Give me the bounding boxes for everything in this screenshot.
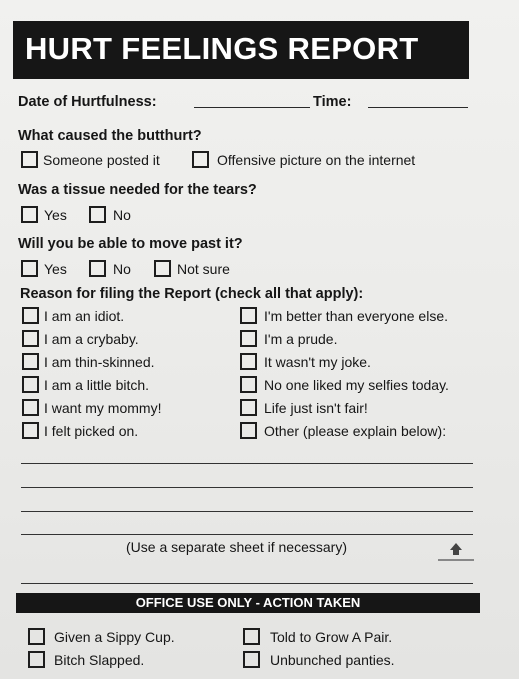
reason-label: Life just isn't fair! xyxy=(264,400,368,416)
explanation-line[interactable] xyxy=(21,534,473,535)
q1-question: What caused the butthurt? xyxy=(18,128,202,144)
action-label: Given a Sippy Cup. xyxy=(54,629,175,645)
reason-label: I am a crybaby. xyxy=(44,331,139,347)
action-label: Told to Grow A Pair. xyxy=(270,629,393,645)
reason-label: Other (please explain below): xyxy=(264,423,447,439)
checkbox-move-past-yes[interactable] xyxy=(21,260,38,277)
reason-label: I want my mommy! xyxy=(44,400,162,416)
action-label: Unbunched panties. xyxy=(270,652,395,668)
reasons-heading: Reason for filing the Report (check all that apply): xyxy=(20,286,364,302)
checkbox-offensive-picture[interactable] xyxy=(192,151,209,168)
date-field[interactable] xyxy=(194,107,310,108)
reason-label: I'm better than everyone else. xyxy=(264,308,448,324)
checkbox-reason-idiot[interactable] xyxy=(22,307,39,324)
checkbox-reason-not-fair[interactable] xyxy=(240,399,257,416)
reason-label: I am an idiot. xyxy=(44,308,125,324)
date-label: Date of Hurtfulness: xyxy=(18,94,157,110)
option-label: Someone posted it xyxy=(43,152,160,168)
q2-question: Was a tissue needed for the tears? xyxy=(18,182,257,198)
explanation-line[interactable] xyxy=(21,487,473,488)
page-title: HURT FEELINGS REPORT xyxy=(25,31,419,66)
time-label: Time: xyxy=(313,94,352,110)
explanation-line[interactable] xyxy=(21,463,473,464)
title-banner xyxy=(13,21,469,79)
reason-label: It wasn't my joke. xyxy=(264,354,371,370)
checkbox-reason-thin-skinned[interactable] xyxy=(22,353,39,370)
time-field[interactable] xyxy=(368,107,468,108)
checkbox-reason-not-my-joke[interactable] xyxy=(240,353,257,370)
reason-label: I'm a prude. xyxy=(264,331,338,347)
checkbox-sippy-cup[interactable] xyxy=(28,628,45,645)
checkbox-someone-posted[interactable] xyxy=(21,151,38,168)
option-label: Yes xyxy=(44,207,67,223)
checkbox-reason-mommy[interactable] xyxy=(22,399,39,416)
q3-question: Will you be able to move past it? xyxy=(18,236,243,252)
office-use-bar xyxy=(16,593,480,613)
checkbox-reason-little[interactable] xyxy=(22,376,39,393)
checkbox-unbunched[interactable] xyxy=(243,651,260,668)
reason-label: No one liked my selfies today. xyxy=(264,377,449,393)
checkbox-reason-other[interactable] xyxy=(240,422,257,439)
option-label: Yes xyxy=(44,261,67,277)
option-label: Not sure xyxy=(177,261,230,277)
checkbox-slapped[interactable] xyxy=(28,651,45,668)
reason-label: I felt picked on. xyxy=(44,423,139,439)
reason-label: I am thin-skinned. xyxy=(44,354,155,370)
office-use-heading: OFFICE USE ONLY - ACTION TAKEN xyxy=(135,595,361,610)
checkbox-reason-better[interactable] xyxy=(240,307,257,324)
signature-line[interactable] xyxy=(21,583,473,584)
option-label: Offensive picture on the internet xyxy=(217,152,416,168)
action-label: Bitch Slapped. xyxy=(54,652,145,668)
checkbox-tissue-no[interactable] xyxy=(89,206,106,223)
option-label: No xyxy=(113,261,131,277)
reason-label: I am a little bitch. xyxy=(44,377,150,393)
checkbox-move-past-no[interactable] xyxy=(89,260,106,277)
checkbox-reason-crybaby[interactable] xyxy=(22,330,39,347)
option-label: No xyxy=(113,207,131,223)
checkbox-reason-selfies[interactable] xyxy=(240,376,257,393)
checkbox-move-past-not-sure[interactable] xyxy=(154,260,171,277)
checkbox-reason-prude[interactable] xyxy=(240,330,257,347)
checkbox-reason-picked-on[interactable] xyxy=(22,422,39,439)
checkbox-tissue-yes[interactable] xyxy=(21,206,38,223)
checkbox-grow-a-pair[interactable] xyxy=(243,628,260,645)
explanation-line[interactable] xyxy=(21,511,473,512)
separate-sheet-note: (Use a separate sheet if necessary) xyxy=(126,539,347,555)
logo-stamp-icon xyxy=(436,538,476,571)
